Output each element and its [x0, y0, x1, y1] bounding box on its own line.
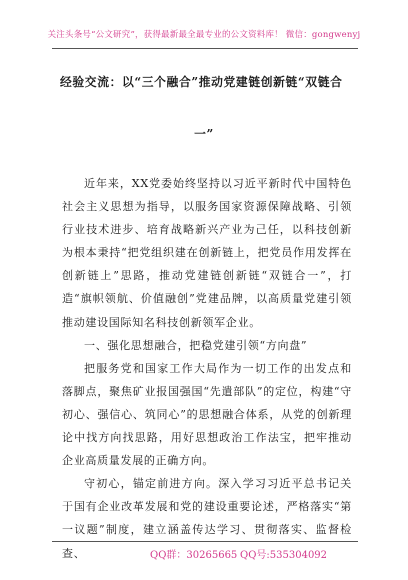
paragraph-subsection: 守初心，锚定前进方向。深入学习习近平总书记关于国有企业改革发展和党的建设重要论述，严格落实“第一议题”制度，建立涵盖传达学习、贯彻落实、监督检查、 — [62, 477, 352, 560]
document-body — [62, 172, 352, 565]
header-divider — [52, 48, 358, 49]
paragraph-section-1: 把服务党和国家工作大局作为一切工作的出发点和落脚点，聚焦矿业报国强国“先遣部队”的定位，构建“守初心、强信心、筑同心”的思想融合体系，从党的创新理论中找方向找思路，用好思想政治工作法宝，把牢推动企业高质量发展的正确方向。 — [62, 361, 352, 468]
title-line-1: 经验交流：以“三个融合”推动党建链创新链“双链合 — [60, 75, 343, 89]
section-heading-1: 一、强化思想融合，把稳党建引领“方向盘” — [84, 338, 308, 352]
header-note: 关注头条号“公文研究”，获得最新最全最专业的公文资料库！ 微信：gongwenyj — [47, 30, 361, 40]
document-title — [60, 69, 348, 147]
footer-divider — [52, 541, 358, 542]
footer-qq-number: QQ号:535304092 — [240, 550, 328, 561]
title-line-2: 一” — [194, 127, 214, 141]
paragraph-intro: 近年来，XX党委始终坚持以习近平新时代中国特色社会主义思想为指导，以服务国家资源保障战略、引领行业技术进步、培育战略新兴产业为己任，以科技创新为根本秉持“把党组织建在创新链上，把党员作用发挥在创新链上”思路，推动党建链创新链“双链合一”，打造“旗帜领航、价值融创”党建品牌，以高质量党建引领推动建设国际知名科技创新领军企业。 — [62, 177, 352, 329]
footer-qq-group: QQ群：30265665 — [150, 550, 238, 561]
